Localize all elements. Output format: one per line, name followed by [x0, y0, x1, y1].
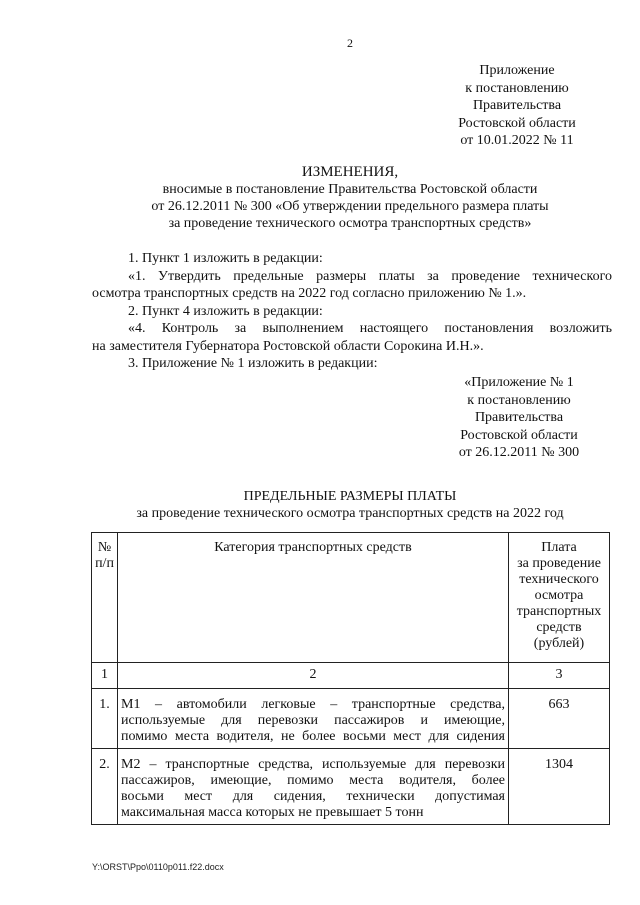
change-quote-1-line-1: «1. Утвердить предельные размеры платы за проведение технического [128, 268, 612, 284]
change-item-3: 3. Приложение № 1 изложить в редакции: [128, 356, 378, 371]
change-quote-2-line-2: на заместителя Губернатора Ростовской области Сорокина И.Н.». [92, 338, 484, 354]
column-number-row [92, 663, 610, 689]
row-fee: 663 [509, 689, 610, 749]
title-line: от 26.12.2011 № 300 «Об утверждении предельного размера платы [151, 199, 549, 214]
header-fee-line: транспортных [516, 604, 602, 619]
row-number: 2. [92, 749, 118, 825]
fees-table [91, 532, 610, 825]
table-row [92, 689, 610, 749]
inner-appendix-header [442, 374, 596, 462]
category-line: максимальная масса которых не превышает 5 тонн [121, 805, 424, 820]
row-category-text [118, 697, 508, 745]
header-fee-line: технического [519, 572, 599, 587]
title-line: вносимые в постановление Правительства Ростовской области [162, 182, 538, 197]
column-number: 2 [118, 663, 509, 689]
change-quote-1-line-2: осмотра транспортных средств на 2022 год согласно приложению № 1.». [92, 286, 527, 301]
header-fee [509, 533, 610, 663]
column-number: 3 [509, 663, 610, 689]
file-path-footer: Y:\ORST\Ppo\0110p011.f22.docx [92, 862, 224, 872]
row-category [118, 689, 509, 749]
header-fee-line: осмотра [534, 588, 584, 603]
page-number: 2 [347, 36, 353, 50]
table-title [80, 488, 620, 522]
row-category [118, 749, 509, 825]
column-number: 1 [92, 663, 118, 689]
appendix-line: к постановлению [465, 80, 569, 96]
appendix-line: Правительства [472, 98, 562, 113]
change-item-2: 2. Пункт 4 изложить в редакции: [128, 303, 323, 319]
header-category-text: Категория транспортных средств [214, 540, 412, 555]
category-line: М1 – автомобили легковые – транспортные средства, [121, 697, 505, 712]
table-title-subtitle: за проведение технического осмотра транспортных средств на 2022 год [136, 506, 564, 521]
table-row [92, 749, 610, 825]
appendix-line: Ростовской области [458, 115, 576, 131]
inner-appendix-line: Правительства [474, 410, 564, 425]
category-line: используемые для перевозки пассажиров и имеющие, [121, 713, 505, 728]
category-line: восьми мест для сидения, технически допустимая [121, 789, 505, 804]
appendix-line: Приложение [479, 63, 555, 78]
category-line: пассажиров, имеющие, помимо места водителя, более [121, 773, 505, 788]
changes-list [92, 250, 612, 373]
header-fee-line: Плата [541, 540, 577, 555]
table-header-row [92, 533, 610, 663]
header-number-line: № [97, 540, 112, 555]
row-fee: 1304 [509, 749, 610, 825]
header-fee-line: средств [536, 620, 582, 635]
header-fee-line: (рублей) [533, 636, 585, 651]
change-quote-2-line-1: «4. Контроль за выполнением настоящего постановления возложить [128, 321, 612, 336]
inner-appendix-line: «Приложение № 1 [464, 375, 574, 390]
inner-appendix-line: к постановлению [467, 392, 571, 408]
title-line: за проведение технического осмотра транспортных средств» [168, 216, 532, 231]
inner-appendix-line: Ростовской области [460, 427, 578, 443]
header-category [118, 533, 509, 663]
category-line: М2 – транспортные средства, используемые для перевозки [121, 757, 505, 772]
document-title [80, 164, 620, 232]
appendix-header [440, 62, 594, 150]
table-title-heading: ПРЕДЕЛЬНЫЕ РАЗМЕРЫ ПЛАТЫ [243, 489, 457, 504]
row-number: 1. [92, 689, 118, 749]
row-category-text [118, 757, 508, 821]
title-heading: ИЗМЕНЕНИЯ, [301, 164, 399, 180]
header-number-line: п/п [95, 556, 114, 571]
change-item-1: 1. Пункт 1 изложить в редакции: [128, 251, 323, 266]
appendix-line: от 10.01.2022 № 11 [460, 133, 574, 148]
header-fee-line: за проведение [517, 556, 601, 571]
inner-appendix-line: от 26.12.2011 № 300 [458, 445, 580, 460]
category-line: помимо места водителя, не более восьми мест для сидения [121, 729, 505, 744]
header-number [92, 533, 118, 663]
